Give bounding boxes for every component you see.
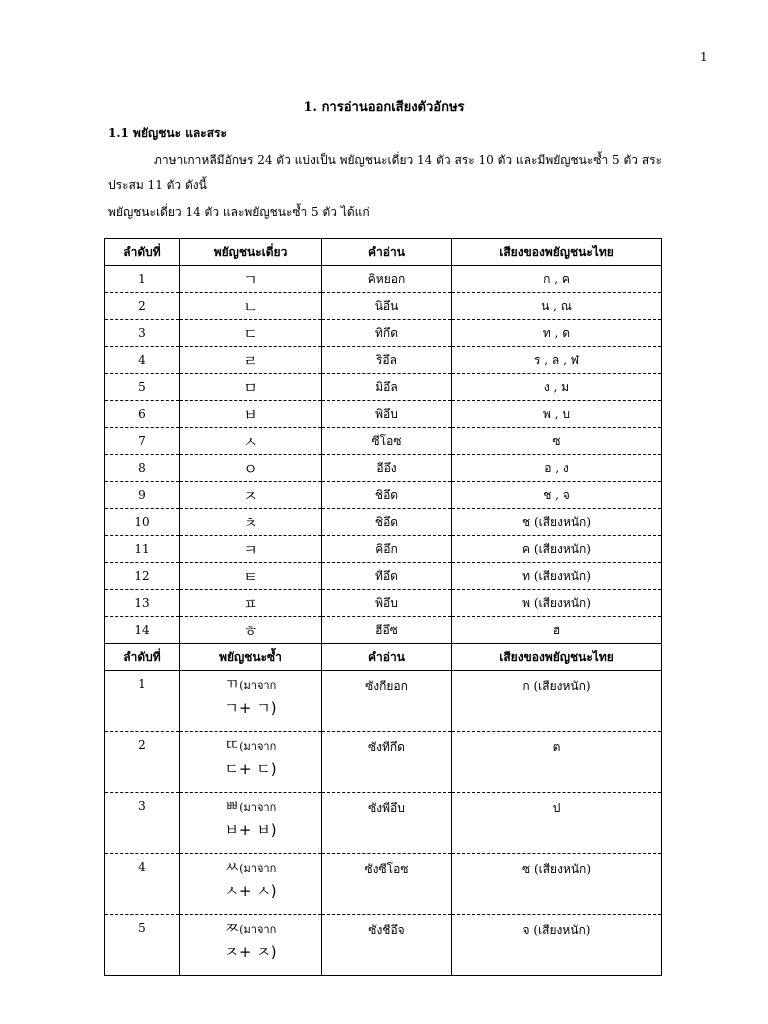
table-row [105, 563, 662, 590]
table-cell: ฮีอึซ [322, 617, 452, 644]
consonant-table [104, 238, 662, 976]
table-row [105, 293, 662, 320]
table-cell: 13 [105, 590, 180, 617]
table-cell: ㄴ [180, 293, 322, 320]
table-cell [180, 915, 322, 976]
double-jamo: ㅆ [224, 858, 240, 876]
table-row [105, 347, 662, 374]
table-row [105, 266, 662, 293]
table-cell: 5 [105, 915, 180, 976]
table-row [105, 617, 662, 644]
table-cell: ป [452, 793, 662, 854]
table-row [105, 482, 662, 509]
table-cell: พ , บ [452, 401, 662, 428]
table-cell: ㅊ [180, 509, 322, 536]
table-cell: ต [452, 732, 662, 793]
table-row [105, 374, 662, 401]
double-jamo: ㄸ [224, 736, 240, 754]
table-row [105, 793, 662, 854]
table-cell: 1 [105, 671, 180, 732]
table-cell: ซังทีกึด [322, 732, 452, 793]
table-row [105, 732, 662, 793]
table-cell: ซังกียอก [322, 671, 452, 732]
table-cell: นิอึน [322, 293, 452, 320]
table-cell: 2 [105, 293, 180, 320]
jamo-combination: ㄱ+ ㄱ) [224, 699, 277, 717]
table-cell: ㅇ [180, 455, 322, 482]
table-cell: ㅈ [180, 482, 322, 509]
section-heading: 1.1 พยัญชนะ และสระ [108, 126, 227, 140]
table-cell: ท (เสียงหนัก) [452, 563, 662, 590]
table-row [105, 671, 662, 732]
table-cell: 3 [105, 320, 180, 347]
header-cell: คำอ่าน [322, 644, 452, 671]
table-cell: 2 [105, 732, 180, 793]
table-cell: น , ณ [452, 293, 662, 320]
from-label: (มาจาก [239, 679, 277, 692]
table-cell: ชิอึด [322, 509, 452, 536]
table-cell: ซังซีโอซ [322, 854, 452, 915]
header-cell: พยัญชนะเดี่ยว [180, 239, 322, 266]
table-cell: ช , จ [452, 482, 662, 509]
double-jamo: ㅉ [224, 919, 240, 937]
intro-paragraph: ภาษาเกาหลีมีอักษร 24 ตัว แบ่งเป็น พยัญชนะเดี่ยว 14 ตัว สระ 10 ตัว และมีพยัญชนะซ้ำ 5 ตัว สระประสม 11 ตัว ดังนี้ [108, 153, 663, 192]
table-row [105, 428, 662, 455]
table-cell: ㅅ [180, 428, 322, 455]
from-label: (มาจาก [239, 740, 277, 753]
table-cell: 12 [105, 563, 180, 590]
table-cell: 9 [105, 482, 180, 509]
table-cell: 3 [105, 793, 180, 854]
table-cell: ทิกึด [322, 320, 452, 347]
table-cell: ซีโอซ [322, 428, 452, 455]
table-row [105, 455, 662, 482]
table-cell: อ , ง [452, 455, 662, 482]
table-row [105, 915, 662, 976]
table-cell: อีอึง [322, 455, 452, 482]
table-cell: ก (เสียงหนัก) [452, 671, 662, 732]
table-row [105, 590, 662, 617]
table-cell: พิอึบ [322, 401, 452, 428]
table-row [105, 854, 662, 915]
table-cell: 10 [105, 509, 180, 536]
table-cell: ง , ม [452, 374, 662, 401]
table-cell: ㄷ [180, 320, 322, 347]
from-label: (มาจาก [239, 862, 277, 875]
table-row [105, 401, 662, 428]
table-cell: ㅋ [180, 536, 322, 563]
table-cell: ทีอึด [322, 563, 452, 590]
table-cell: ซังพีอึบ [322, 793, 452, 854]
table-cell: ร , ล , ฬ [452, 347, 662, 374]
header-cell: เสียงของพยัญชนะไทย [452, 644, 662, 671]
table-cell: ㅂ [180, 401, 322, 428]
table-cell: 8 [105, 455, 180, 482]
from-label: (มาจาก [239, 801, 277, 814]
table-cell: 1 [105, 266, 180, 293]
table-cell [180, 732, 322, 793]
table-row [105, 536, 662, 563]
table-cell: ฮ [452, 617, 662, 644]
table-cell: 6 [105, 401, 180, 428]
table-cell: ชิอึด [322, 482, 452, 509]
table-cell: 4 [105, 854, 180, 915]
jamo-combination: ㅅ+ ㅅ) [224, 882, 277, 900]
header-cell: เสียงของพยัญชนะไทย [452, 239, 662, 266]
jamo-combination: ㄷ+ ㄷ) [224, 760, 277, 778]
table-cell: 7 [105, 428, 180, 455]
jamo-combination: ㅈ+ ㅈ) [224, 943, 277, 961]
table-cell: ㅎ [180, 617, 322, 644]
table-cell: ท , ด [452, 320, 662, 347]
table-cell: พิอึบ [322, 590, 452, 617]
table-cell: ㅁ [180, 374, 322, 401]
table-cell: พ (เสียงหนัก) [452, 590, 662, 617]
table-cell: ซังชีอึจ [322, 915, 452, 976]
table-cell [180, 671, 322, 732]
header-cell: ลำดับที่ [105, 644, 180, 671]
table-cell: ริอึล [322, 347, 452, 374]
page-title: 1. การอ่านออกเสียงตัวอักษร [303, 100, 465, 115]
table-cell: คิหยอก [322, 266, 452, 293]
table-cell: จ (เสียงหนัก) [452, 915, 662, 976]
table-cell: 4 [105, 347, 180, 374]
table-cell: 14 [105, 617, 180, 644]
table-cell: ช (เสียงหนัก) [452, 509, 662, 536]
from-label: (มาจาก [239, 923, 277, 936]
double-jamo: ㅃ [224, 797, 240, 815]
table-cell: ㅌ [180, 563, 322, 590]
table-cell [180, 854, 322, 915]
table-cell: ค (เสียงหนัก) [452, 536, 662, 563]
table-cell: ซ [452, 428, 662, 455]
header-cell: ลำดับที่ [105, 239, 180, 266]
page-number: 1 [700, 50, 708, 64]
table-cell: ซ (เสียงหนัก) [452, 854, 662, 915]
jamo-combination: ㅂ+ ㅂ) [224, 821, 277, 839]
table-cell: 11 [105, 536, 180, 563]
table-cell: ㄹ [180, 347, 322, 374]
table-cell: ก , ค [452, 266, 662, 293]
list-intro-paragraph: พยัญชนะเดี่ยว 14 ตัว และพยัญชนะซ้ำ 5 ตัว ได้แก่ [108, 205, 370, 219]
table-cell: ㅍ [180, 590, 322, 617]
table-cell: มิอึล [322, 374, 452, 401]
table-row [105, 320, 662, 347]
table-header-single [105, 239, 662, 266]
header-cell: พยัญชนะซ้ำ [180, 644, 322, 671]
table-cell [180, 793, 322, 854]
table-row [105, 509, 662, 536]
header-cell: คำอ่าน [322, 239, 452, 266]
table-cell: 5 [105, 374, 180, 401]
double-jamo: ㄲ [224, 675, 240, 693]
table-cell: ㄱ [180, 266, 322, 293]
table-header-double [105, 644, 662, 671]
table-cell: คิอึก [322, 536, 452, 563]
